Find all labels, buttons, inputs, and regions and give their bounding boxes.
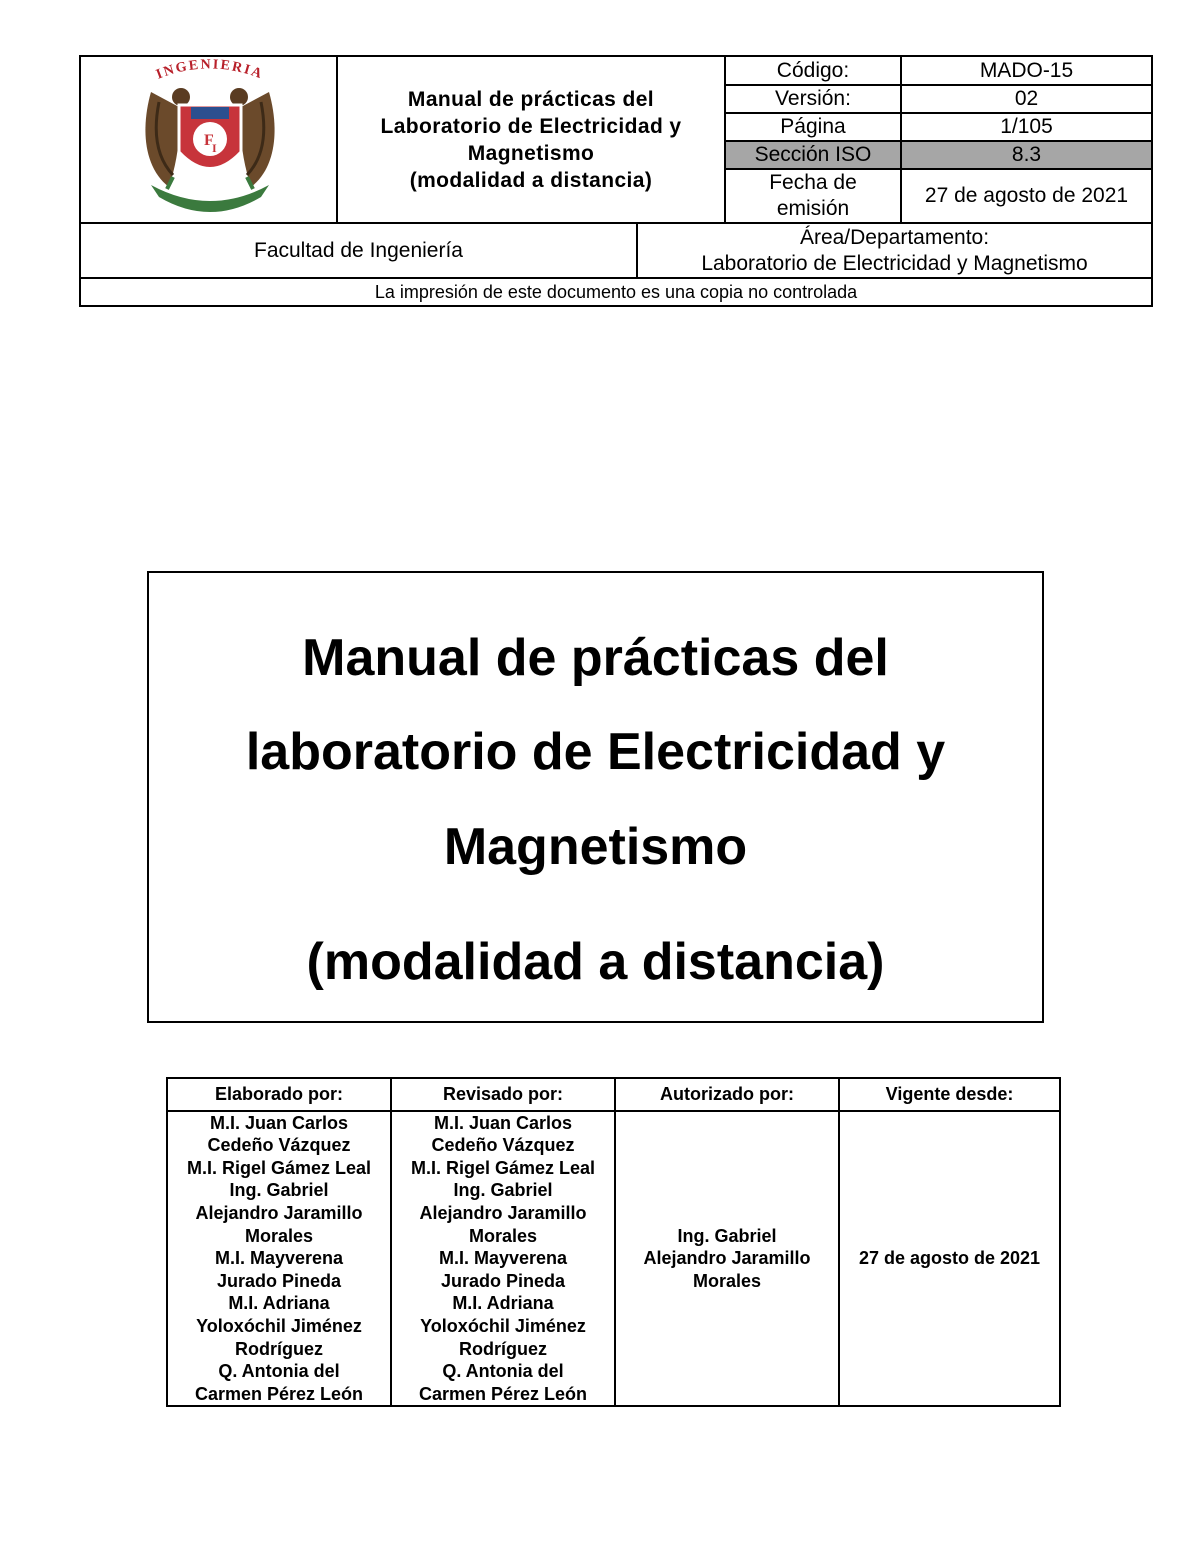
svg-text:INGENIERIA [154,57,265,82]
column-elaborado [168,1079,392,1405]
area-value: Laboratorio de Electricidad y Magnetismo [701,251,1088,275]
name-line: Alejandro Jaramillo [643,1248,811,1269]
column-header: Revisado por: [392,1079,614,1112]
name-line: Cedeño Vázquez [431,1135,575,1156]
meta-key-line: emisión [776,197,850,220]
name-line: M.I. Rigel Gámez Leal [410,1157,596,1178]
name-line: Jurado Pineda [216,1270,342,1291]
name-line: Carmen Pérez León [418,1383,588,1404]
name-line: Alejandro Jaramillo [419,1203,587,1224]
name-line: Rodríguez [235,1338,323,1359]
meta-row-fecha-emision [726,170,1151,222]
name-line: M.I. Adriana [228,1293,330,1314]
svg-text:I: I [212,141,217,155]
faculty-name: Facultad de Ingeniería [81,224,638,277]
name-line: Morales [244,1225,314,1246]
name-line: Morales [468,1225,538,1246]
revisado-names [392,1112,614,1405]
meta-value: 02 [1014,87,1039,110]
column-header: Autorizado por: [616,1079,838,1112]
meta-row-pagina [726,114,1151,142]
signatures-table [166,1077,1061,1407]
logo-cell [81,57,338,222]
name-line: Carmen Pérez León [194,1383,364,1404]
main-title-line: Manual de prácticas del [302,629,889,687]
header-title-line: Laboratorio de Electricidad y [380,114,682,138]
name-line: Yoloxóchil Jiménez [196,1315,362,1336]
column-revisado [392,1079,616,1405]
elaborado-names [168,1112,390,1405]
name-line: M.I. Juan Carlos [209,1112,349,1133]
meta-row-seccion-iso [726,142,1151,170]
meta-key: Código: [726,57,902,84]
column-header: Vigente desde: [840,1079,1059,1112]
column-autorizado [616,1079,840,1405]
name-line: Rodríguez [459,1338,547,1359]
name-line: Cedeño Vázquez [207,1135,351,1156]
document-metadata [726,57,1151,222]
header-title-line: Manual de prácticas del [407,87,655,111]
area-department [638,224,1151,277]
meta-key: Versión: [726,86,902,112]
svg-text:F: F [204,132,214,149]
meta-key-line: Fecha de [769,171,857,194]
name-line: Jurado Pineda [440,1270,566,1291]
name-line: M.I. Mayverena [438,1248,568,1269]
meta-key [726,170,902,222]
meta-value: MADO-15 [979,58,1074,82]
name-line: Ing. Gabriel [677,1225,777,1246]
document-header [79,55,1153,224]
header-title [338,57,726,222]
meta-row-codigo [726,57,1151,86]
main-title-line: (modalidad a distancia) [306,933,885,991]
meta-value: 1/105 [1000,115,1053,138]
name-line: Ing. Gabriel [229,1180,329,1201]
name-line: M.I. Mayverena [214,1248,344,1269]
header-title-line: Magnetismo [467,141,595,165]
area-label: Área/Departamento: [799,225,990,249]
autorizado-names [616,1112,838,1405]
unam-engineering-logo [81,57,338,222]
name-line: M.I. Adriana [452,1293,554,1314]
main-title-line: Magnetismo [443,818,748,876]
column-vigente [840,1079,1059,1405]
logo-lettering: INGENIERIA [154,57,266,83]
name-line: Q. Antonia del [442,1361,564,1382]
meta-value: 8.3 [1011,143,1042,166]
name-line: Alejandro Jaramillo [195,1203,363,1224]
meta-value: 27 de agosto de 2021 [924,184,1129,207]
name-line: Morales [692,1270,762,1291]
meta-key: Sección ISO [726,142,902,168]
uncontrolled-copy-notice: La impresión de este documento es una copia no controlada [79,277,1153,307]
vigente-date: 27 de agosto de 2021 [858,1248,1041,1269]
meta-key: Página [726,114,902,140]
name-line: Ing. Gabriel [453,1180,553,1201]
name-line: Q. Antonia del [218,1361,340,1382]
header-title-line: (modalidad a distancia) [409,168,653,192]
name-line: Yoloxóchil Jiménez [420,1315,586,1336]
column-header: Elaborado por: [168,1079,390,1112]
meta-row-version [726,86,1151,114]
name-line: M.I. Rigel Gámez Leal [186,1157,372,1178]
main-title-line: laboratorio de Electricidad y [245,723,946,781]
department-row [79,222,1153,279]
name-line: M.I. Juan Carlos [433,1112,573,1133]
